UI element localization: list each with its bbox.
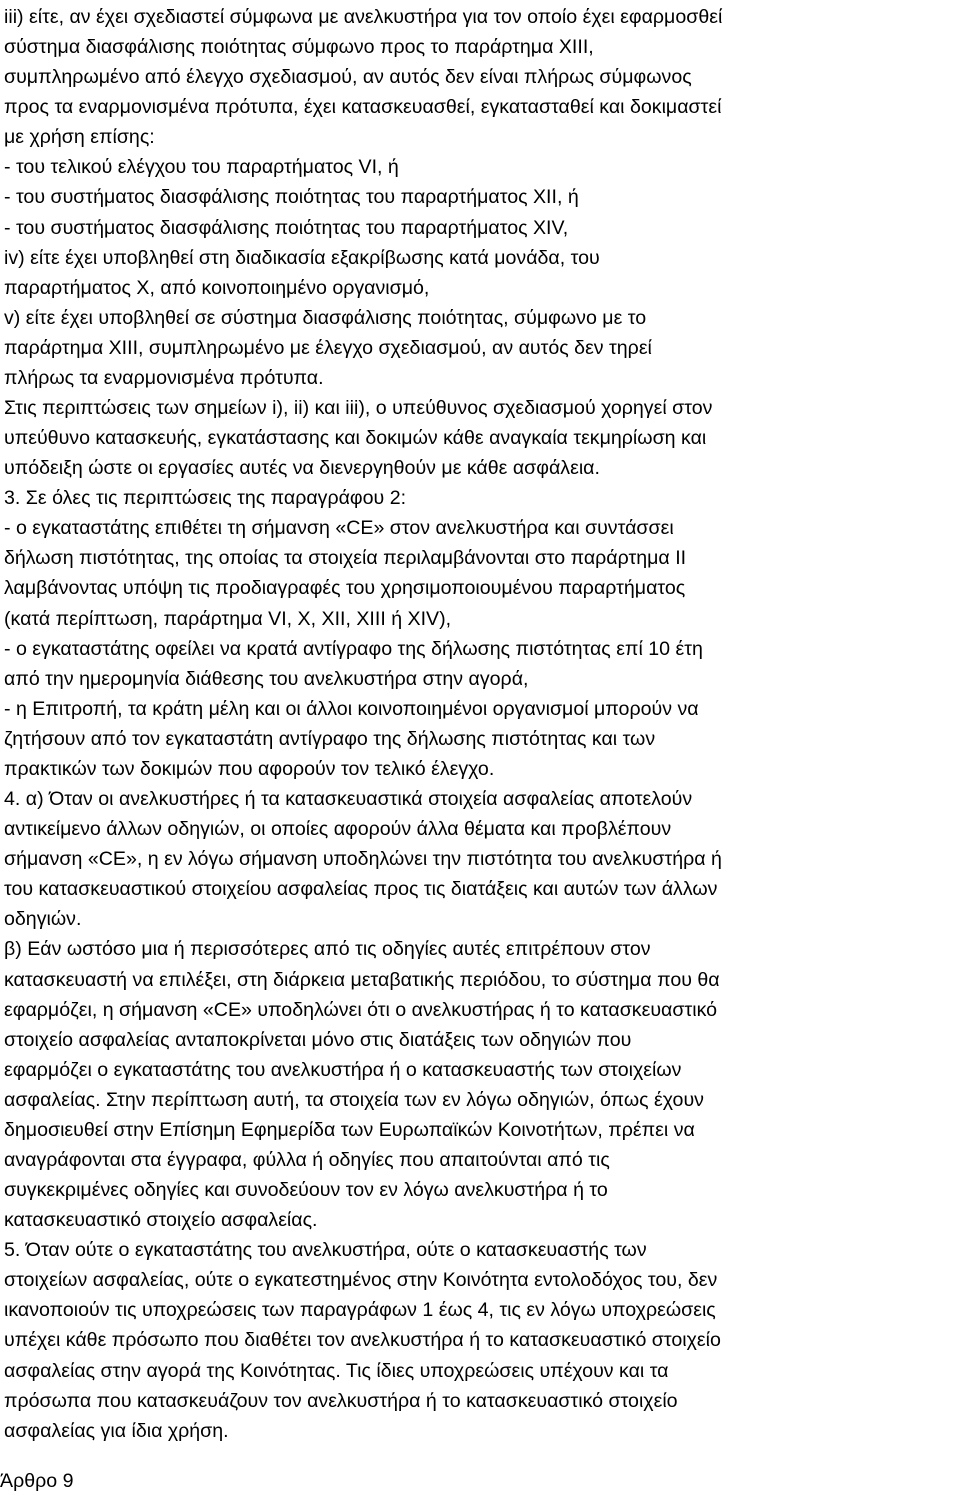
text-line: υπεύθυνο κατασκευής, εγκατάστασης και δοκιμών κάθε αναγκαία τεκμηρίωση και <box>4 427 707 450</box>
text-line: αναγράφονται στα έγγραφα, φύλλα ή οδηγίες που απαιτούνται από τις <box>4 1148 610 1171</box>
text-line: σήμανση «CE», η εν λόγω σήμανση υποδηλώνει την πιστότητα του ανελκυστήρα ή <box>4 848 722 871</box>
article-heading: Άρθρο 9 <box>0 1470 74 1492</box>
text-line: προς τα εναρμονισμένα πρότυπα, έχει κατασκευασθεί, εγκατασταθεί και δοκιμαστεί <box>4 96 722 119</box>
text-line: με χρήση επίσης: <box>4 126 155 149</box>
text-line: v) είτε έχει υποβληθεί σε σύστημα διασφάλισης ποιότητας, σύμφωνο με το <box>4 306 647 329</box>
text-line: συγκεκριμένες οδηγίες και συνοδεύουν τον εν λόγω ανελκυστήρα ή το <box>4 1179 608 1202</box>
text-line: σύστημα διασφάλισης ποιότητας σύμφωνο προς το παράρτημα XIII, <box>4 36 594 59</box>
text-line: ασφαλείας. Στην περίπτωση αυτή, τα στοιχεία των εν λόγω οδηγιών, όπως έχουν <box>4 1088 704 1111</box>
text-line: παραρτήματος X, από κοινοποιημένο οργανισμό, <box>4 276 430 299</box>
text-line: λαμβάνοντας υπόψη τις προδιαγραφές του χρησιμοποιουμένου παραρτήματος <box>4 577 686 600</box>
text-line: κατασκευαστικό στοιχείο ασφαλείας. <box>4 1209 318 1232</box>
text-line: - του συστήματος διασφάλισης ποιότητας του παραρτήματος XII, ή <box>4 186 579 209</box>
text-line: εφαρμόζει ο εγκαταστάτης του ανελκυστήρα ή ο κατασκευαστής των στοιχείων <box>4 1058 682 1081</box>
text-line: ασφαλείας στην αγορά της Κοινότητας. Τις ίδιες υποχρεώσεις υπέχουν και τα <box>4 1359 669 1382</box>
text-line: υπόδειξη ώστε οι εργασίες αυτές να διενεργηθούν με κάθε ασφάλεια. <box>4 457 600 480</box>
text-line: συμπληρωμένο από έλεγχο σχεδιασμού, αν αυτός δεν είναι πλήρως σύμφωνος <box>4 66 692 89</box>
text-line: β) Εάν ωστόσο μια ή περισσότερες από τις οδηγίες αυτές επιτρέπουν στον <box>4 938 651 961</box>
text-line: (κατά περίπτωση, παράρτημα VI, X, XII, XIII ή XIV), <box>4 607 452 630</box>
text-line: υπέχει κάθε πρόσωπο που διαθέτει τον ανελκυστήρα ή το κατασκευαστικό στοιχείο <box>4 1329 721 1352</box>
text-line: - ο εγκαταστάτης επιθέτει τη σήμανση «CE» στον ανελκυστήρα και συντάσσει <box>4 517 674 540</box>
text-line: 5. Όταν ούτε ο εγκαταστάτης του ανελκυστήρα, ούτε ο κατασκευαστής των <box>4 1239 647 1262</box>
text-line: ζητήσουν από τον εγκαταστάτη αντίγραφο της δήλωσης πιστότητας και των <box>4 727 656 750</box>
text-line: πρόσωπα που κατασκευάζουν τον ανελκυστήρα ή το κατασκευαστικό στοιχείο <box>4 1389 678 1412</box>
text-line: Στις περιπτώσεις των σημείων i), ii) και iii), ο υπεύθυνος σχεδιασμού χορηγεί στον <box>4 397 713 420</box>
text-line: - ο εγκαταστάτης οφείλει να κρατά αντίγραφο της δήλωσης πιστότητας επί 10 έτη <box>4 637 703 660</box>
text-line: πλήρως τα εναρμονισμένα πρότυπα. <box>4 366 324 389</box>
text-line: δήλωση πιστότητας, της οποίας τα στοιχεία περιλαμβάνονται στο παράρτημα II <box>4 547 687 570</box>
text-line: από την ημερομηνία διάθεσης του ανελκυστήρα στην αγορά, <box>4 667 529 690</box>
text-line: κατασκευαστή να επιλέξει, στη διάρκεια μεταβατικής περιόδου, το σύστημα που θα <box>4 968 720 991</box>
text-line: οδηγιών. <box>4 908 82 931</box>
text-line: εφαρμόζει, η σήμανση «CE» υποδηλώνει ότι ο ανελκυστήρας ή το κατασκευαστικό <box>4 998 718 1021</box>
text-line: στοιχείων ασφαλείας, ούτε ο εγκατεστημένος στην Κοινότητα εντολοδόχος του, δεν <box>4 1269 718 1292</box>
text-line: πρακτικών των δοκιμών που αφορούν τον τελικό έλεγχο. <box>4 757 495 780</box>
text-line: δημοσιευθεί στην Επίσημη Εφημερίδα των Ευρωπαϊκών Κοινοτήτων, πρέπει να <box>4 1118 695 1141</box>
text-line: 3. Σε όλες τις περιπτώσεις της παραγράφου 2: <box>4 487 407 510</box>
text-line: παράρτημα XIII, συμπληρωμένο με έλεγχο σχεδιασμού, αν αυτός δεν τηρεί <box>4 336 652 359</box>
document-body <box>4 2 960 1446</box>
text-line: 4. α) Όταν οι ανελκυστήρες ή τα κατασκευαστικά στοιχεία ασφαλείας αποτελούν <box>4 788 693 811</box>
text-line: στοιχείο ασφαλείας ανταποκρίνεται μόνο στις διατάξεις των οδηγιών που <box>4 1028 632 1051</box>
text-line: - του τελικού ελέγχου του παραρτήματος VI, ή <box>4 156 399 179</box>
text-line: - η Επιτροπή, τα κράτη μέλη και οι άλλοι κοινοποιημένοι οργανισμοί μπορούν να <box>4 697 699 720</box>
text-line: ασφαλείας για ίδια χρήση. <box>4 1419 229 1442</box>
text-line: iv) είτε έχει υποβληθεί στη διαδικασία εξακρίβωσης κατά μονάδα, του <box>4 246 600 269</box>
text-line: ικανοποιούν τις υποχρεώσεις των παραγράφων 1 έως 4, τις εν λόγω υποχρεώσεις <box>4 1299 716 1322</box>
text-line: αντικείμενο άλλων οδηγιών, οι οποίες αφορούν άλλα θέματα και προβλέπουν <box>4 818 672 841</box>
text-line: iii) είτε, αν έχει σχεδιαστεί σύμφωνα με ανελκυστήρα για τον οποίο έχει εφαρμοσθεί <box>4 6 723 28</box>
text-line: του κατασκευαστικού στοιχείου ασφαλείας προς τις διατάξεις και αυτών των άλλων <box>4 878 718 901</box>
text-line: - του συστήματος διασφάλισης ποιότητας του παραρτήματος XIV, <box>4 216 569 239</box>
